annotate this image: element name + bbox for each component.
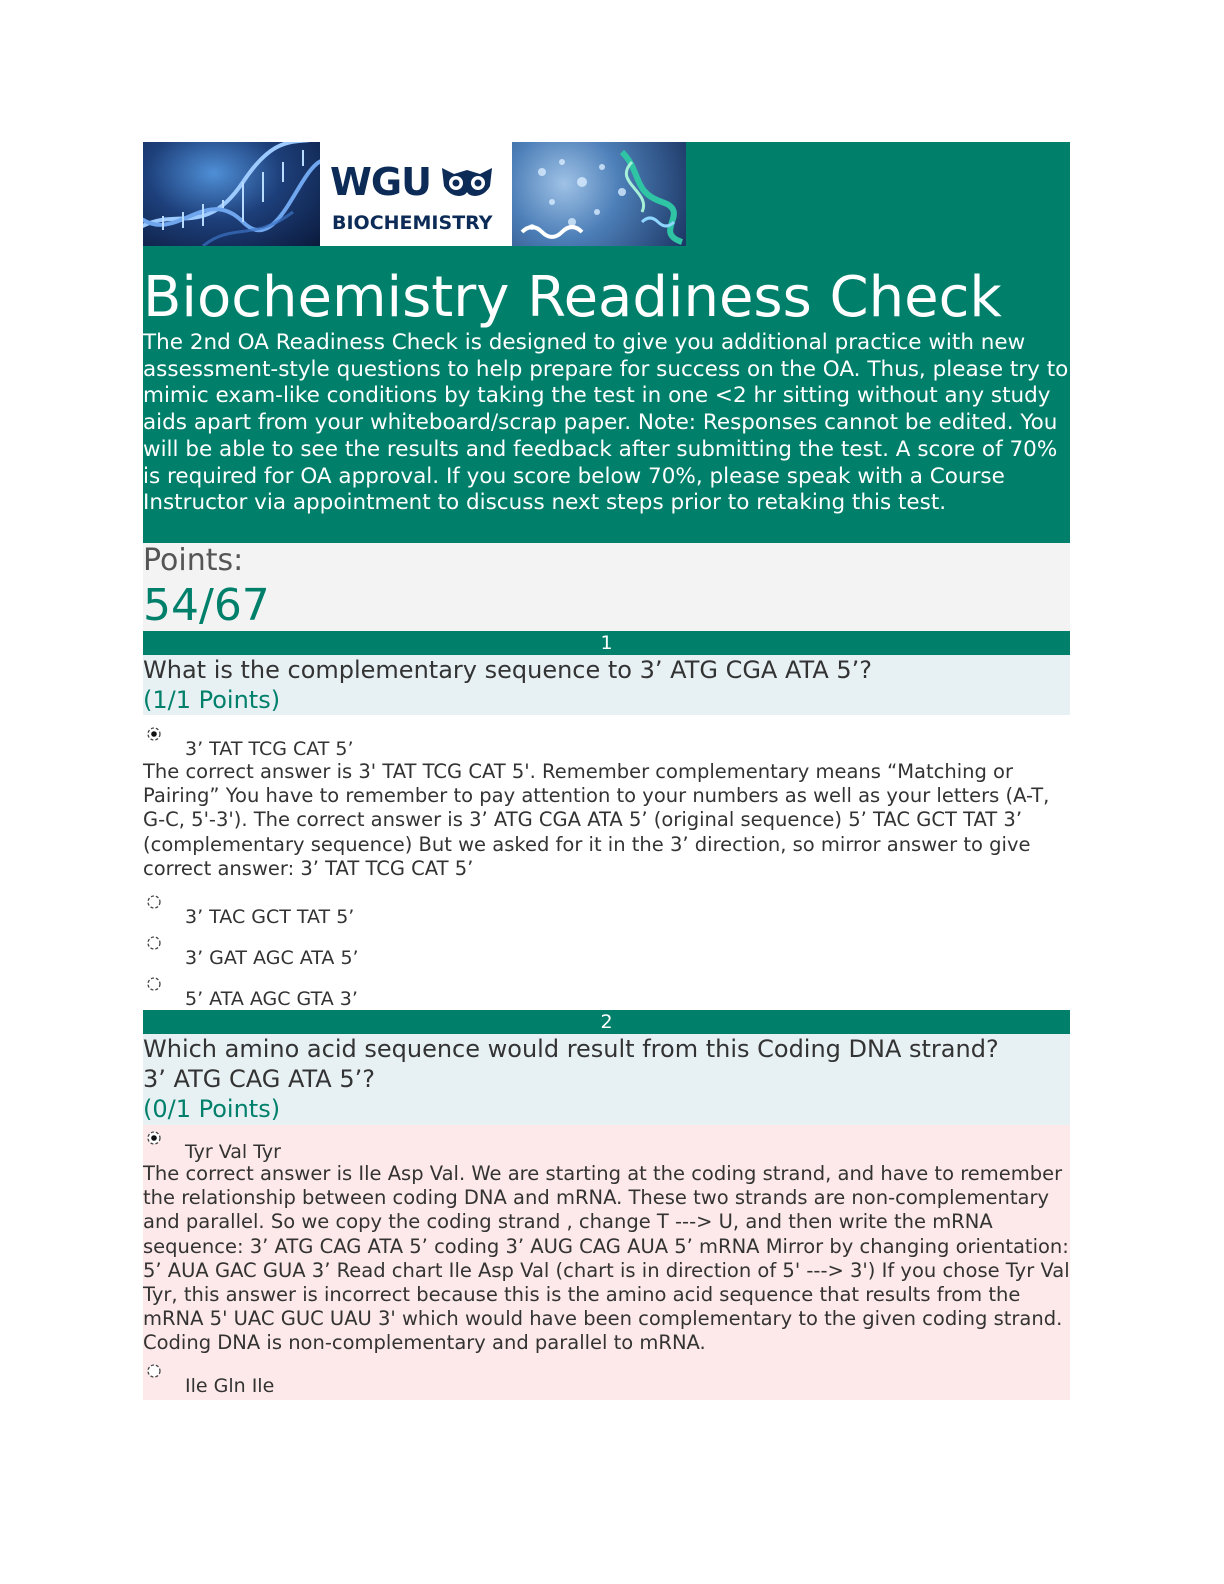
question-text: What is the complementary sequence to 3’ ATG CGA ATA 5’? <box>143 656 873 684</box>
intro-text: The 2nd OA Readiness Check is designed to give you additional practice with new assessment-style questions to help prepare for success on the OA. Thus, please try to mimic exam-like conditions by taking the test in one <2 hr sitting without any study aids apart from your whiteboard/scrap paper. Note: Responses cannot be edited. You will be able to see the results and feedback after submitting the test. A score of 70% is required for OA approval. If you score below 70%, please speak with a Course Instructor via appointment to discuss next steps prior to retaking this test. <box>143 330 1069 516</box>
question-number-bar: 1 <box>143 631 1070 655</box>
protein-structure-image <box>512 142 686 246</box>
question-points: (1/1 Points) <box>143 686 281 714</box>
header-section <box>143 142 1070 543</box>
question-2 <box>143 1010 1070 1400</box>
incorrect-answer-area <box>143 1125 1070 1400</box>
points-value: 54/67 <box>143 580 270 631</box>
document <box>143 142 1070 1400</box>
radio-selected-icon[interactable] <box>147 727 163 743</box>
option-selected[interactable] <box>143 723 1070 760</box>
option[interactable] <box>143 887 1070 928</box>
radio-unselected-icon[interactable] <box>147 977 163 993</box>
points-label: Points: <box>143 543 244 578</box>
page-title: Biochemistry Readiness Check <box>143 265 1002 330</box>
answer-feedback: The correct answer is 3' TAT TCG CAT 5'. Remember complementary means “Matching or Pairing” You have to remember to pay attention to your numbers as well as your letters (A-T, G-C, 5'-3'). The correct answer is 3’ ATG CGA ATA 5’ (original sequence) 5’ TAC GCT TAT 3’ (complementary sequence) But we asked for it in the 3’ direction, so mirror answer to give correct answer: 3’ TAT TCG CAT 5’ <box>143 760 1050 880</box>
option[interactable] <box>143 969 1070 1010</box>
question-1 <box>143 631 1070 1010</box>
radio-unselected-icon[interactable] <box>147 895 163 911</box>
radio-unselected-icon[interactable] <box>147 936 163 952</box>
question-points: (0/1 Points) <box>143 1095 281 1124</box>
option-label: 3’ TAT TCG CAT 5’ <box>185 738 354 760</box>
question-header <box>143 1034 1070 1125</box>
option[interactable] <box>143 1356 1070 1400</box>
option-label: Ile Gln Ile <box>185 1374 275 1397</box>
option-label: Tyr Val Tyr <box>185 1141 281 1164</box>
wgu-logo <box>320 142 512 246</box>
option[interactable] <box>143 928 1070 969</box>
owl-icon <box>440 164 494 200</box>
option-label: 3’ GAT AGC ATA 5’ <box>185 947 359 970</box>
question-header <box>143 655 1070 715</box>
question-number-bar: 2 <box>143 1010 1070 1034</box>
logo-text: WGU <box>330 160 431 204</box>
option-selected[interactable] <box>143 1125 1070 1162</box>
banner <box>143 142 1070 246</box>
option-label: 5’ ATA AGC GTA 3’ <box>185 988 358 1011</box>
dna-helix-image <box>143 142 320 246</box>
option-label: 3’ TAC GCT TAT 5’ <box>185 906 355 929</box>
logo-subtitle: BIOCHEMISTRY <box>332 212 493 234</box>
answer-feedback: The correct answer is Ile Asp Val. We are starting at the coding strand, and have to remember the relationship between coding DNA and mRNA. These two strands are non-complementary and parallel. So we copy the coding strand , change T ---> U, and then write the mRNA sequence: 3’ ATG CAG ATA 5’ coding 3’ AUG CAG AUA 5’ mRNA Mirror by changing orientation: 5’ AUA GAC GUA 3’ Read chart Ile Asp Val (chart is in direction of 5' ---> 3') If you chose Tyr Val Tyr, this answer is incorrect because this is the amino acid sequence that results from the mRNA 5' UAC GUC UAU 3' which would have been complementary to the given coding strand. Coding DNA is non-complementary and parallel to mRNA. <box>143 1162 1070 1355</box>
radio-unselected-icon[interactable] <box>147 1364 163 1380</box>
points-summary <box>143 543 1070 631</box>
question-text-line2: 3’ ATG CAG ATA 5’? <box>143 1065 375 1094</box>
question-text: Which amino acid sequence would result from this Coding DNA strand? <box>143 1035 999 1064</box>
radio-selected-icon[interactable] <box>147 1131 163 1147</box>
